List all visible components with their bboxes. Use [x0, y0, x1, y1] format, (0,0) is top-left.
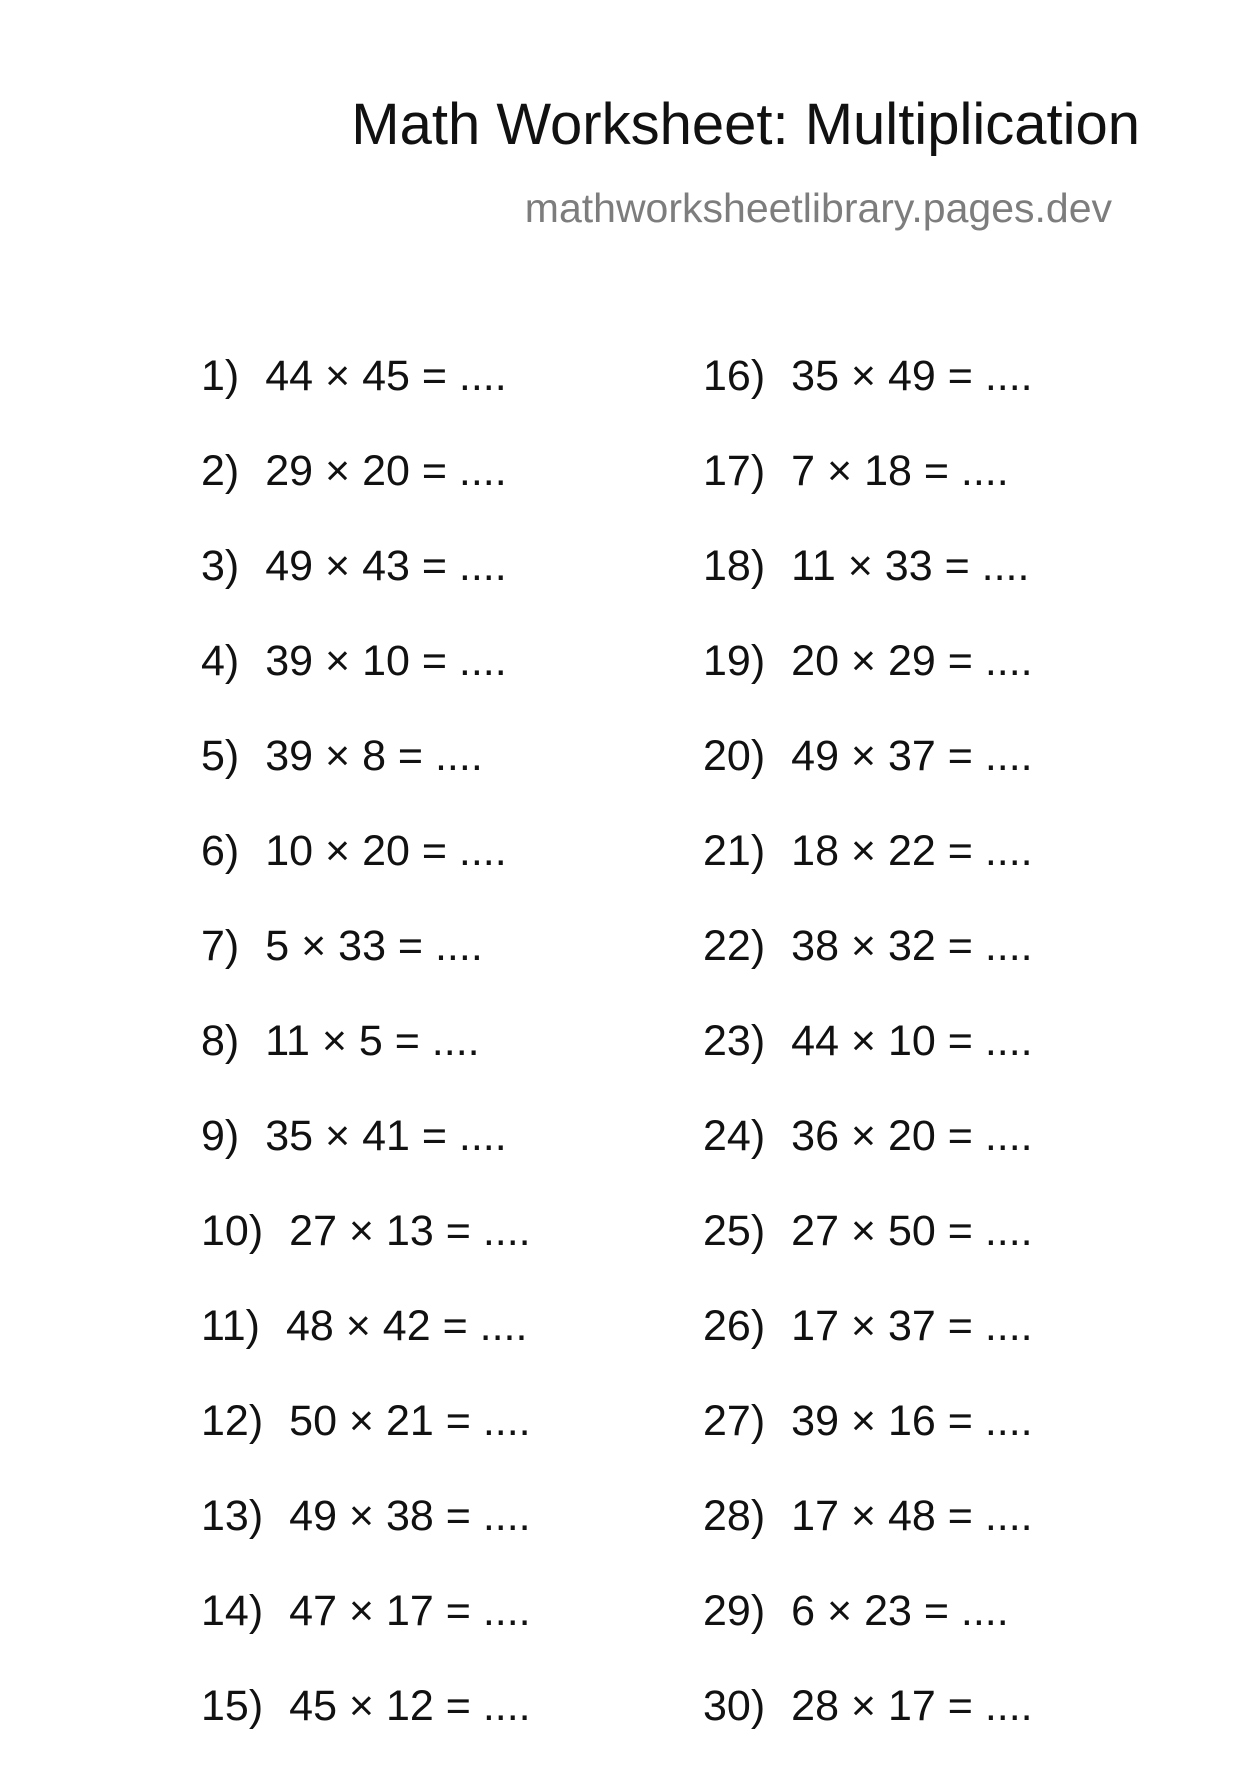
problem-expression: 39 × 8 = ....: [265, 732, 483, 780]
problem-expression: 18 × 22 = ....: [791, 827, 1033, 875]
problem-expression: 39 × 10 = ....: [265, 637, 507, 685]
problem-number: 22): [703, 922, 766, 970]
problem-number: 7): [201, 922, 240, 970]
problem-item: [201, 443, 531, 538]
problem-item: [703, 633, 1033, 728]
problem-item: [201, 348, 531, 443]
problem-item: [703, 1488, 1033, 1583]
problem-item: [201, 1108, 531, 1203]
problem-number: 19): [703, 637, 766, 685]
problem-item: [703, 1678, 1033, 1773]
problem-item: [201, 1393, 531, 1488]
problem-expression: 29 × 20 = ....: [265, 447, 507, 495]
problem-item: [703, 918, 1033, 1013]
problem-number: 9): [201, 1112, 240, 1160]
problem-expression: 17 × 48 = ....: [791, 1492, 1033, 1540]
problem-item: [201, 728, 531, 823]
problem-item: [201, 823, 531, 918]
problem-number: 27): [703, 1397, 766, 1445]
site-url: mathworksheetlibrary.pages.dev: [524, 185, 1112, 231]
problem-number: 12): [201, 1397, 264, 1445]
problem-expression: 48 × 42 = ....: [285, 1302, 528, 1350]
problem-expression: 39 × 16 = ....: [791, 1397, 1033, 1445]
problem-number: 8): [201, 1017, 240, 1065]
problem-number: 14): [201, 1587, 264, 1635]
problem-number: 20): [703, 732, 766, 780]
problem-expression: 44 × 10 = ....: [791, 1017, 1033, 1065]
problem-number: 5): [201, 732, 240, 780]
problem-number: 21): [703, 827, 766, 875]
problem-expression: 49 × 38 = ....: [289, 1492, 531, 1540]
problem-expression: 6 × 23 = ....: [791, 1587, 1009, 1635]
problem-number: 15): [201, 1682, 264, 1730]
problem-expression: 10 × 20 = ....: [265, 827, 507, 875]
problem-item: [201, 1013, 531, 1108]
problem-item: [201, 1488, 531, 1583]
problem-expression: 35 × 41 = ....: [265, 1112, 507, 1160]
problem-item: [201, 538, 531, 633]
problem-expression: 50 × 21 = ....: [289, 1397, 531, 1445]
problem-number: 18): [703, 542, 766, 590]
problem-item: [703, 538, 1033, 633]
problem-column-left: [201, 348, 531, 1773]
problem-number: 10): [201, 1207, 264, 1255]
problem-number: 6): [201, 827, 240, 875]
problem-number: 16): [703, 352, 766, 400]
problem-number: 23): [703, 1017, 766, 1065]
problem-number: 17): [703, 447, 766, 495]
problem-expression: 11 × 33 = ....: [791, 542, 1030, 590]
problem-item: [703, 1013, 1033, 1108]
problem-expression: 11 × 5 = ....: [265, 1017, 480, 1065]
problem-expression: 20 × 29 = ....: [791, 637, 1033, 685]
problem-item: [201, 633, 531, 728]
problem-number: 1): [201, 352, 240, 400]
problem-expression: 38 × 32 = ....: [791, 922, 1033, 970]
problem-expression: 36 × 20 = ....: [791, 1112, 1033, 1160]
problem-item: [703, 1203, 1033, 1298]
problem-number: 30): [703, 1682, 766, 1730]
problem-item: [703, 823, 1033, 918]
problem-expression: 35 × 49 = ....: [791, 352, 1033, 400]
problem-expression: 7 × 18 = ....: [791, 447, 1009, 495]
problem-item: [201, 1583, 531, 1678]
page-title: Math Worksheet: Multiplication: [351, 92, 1140, 157]
problem-item: [201, 918, 531, 1013]
problem-expression: 17 × 37 = ....: [791, 1302, 1033, 1350]
problem-number: 3): [201, 542, 240, 590]
problem-expression: 27 × 13 = ....: [289, 1207, 531, 1255]
problem-number: 26): [703, 1302, 766, 1350]
problem-expression: 27 × 50 = ....: [791, 1207, 1033, 1255]
problem-column-right: [703, 348, 1033, 1773]
problem-number: 11): [201, 1302, 260, 1350]
problem-expression: 45 × 12 = ....: [289, 1682, 531, 1730]
problem-number: 29): [703, 1587, 766, 1635]
problem-item: [703, 1583, 1033, 1678]
problem-expression: 49 × 43 = ....: [265, 542, 507, 590]
problem-expression: 47 × 17 = ....: [289, 1587, 531, 1635]
problem-expression: 44 × 45 = ....: [265, 352, 507, 400]
problem-item: [703, 1108, 1033, 1203]
problem-number: 4): [201, 637, 240, 685]
problem-item: [703, 1393, 1033, 1488]
problem-item: [201, 1203, 531, 1298]
problem-item: [201, 1298, 531, 1393]
problem-number: 13): [201, 1492, 264, 1540]
problem-item: [703, 348, 1033, 443]
problem-expression: 28 × 17 = ....: [791, 1682, 1033, 1730]
problem-item: [703, 1298, 1033, 1393]
problem-item: [201, 1678, 531, 1773]
problem-item: [703, 443, 1033, 538]
problem-number: 24): [703, 1112, 766, 1160]
problem-expression: 5 × 33 = ....: [265, 922, 483, 970]
problem-number: 2): [201, 447, 240, 495]
problem-item: [703, 728, 1033, 823]
problem-expression: 49 × 37 = ....: [791, 732, 1033, 780]
problem-number: 25): [703, 1207, 766, 1255]
problem-number: 28): [703, 1492, 766, 1540]
